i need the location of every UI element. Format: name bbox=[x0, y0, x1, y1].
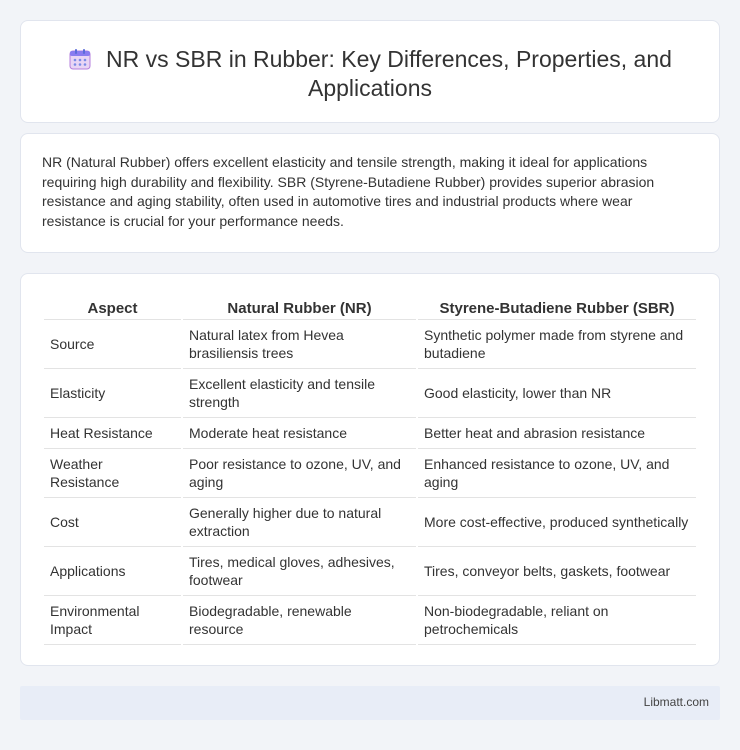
table-row bbox=[44, 369, 696, 418]
cell-aspect: Weather Resistance bbox=[44, 449, 181, 498]
table-header-row bbox=[44, 295, 696, 320]
table-row bbox=[44, 596, 696, 645]
cell-aspect: Environmental Impact bbox=[44, 596, 181, 645]
cell-nr: Generally higher due to natural extraction bbox=[183, 498, 416, 547]
cell-nr: Tires, medical gloves, adhesives, footwear bbox=[183, 547, 416, 596]
cell-sbr: Good elasticity, lower than NR bbox=[418, 369, 696, 418]
cell-aspect: Applications bbox=[44, 547, 181, 596]
cell-nr: Poor resistance to ozone, UV, and aging bbox=[183, 449, 416, 498]
cell-sbr: Non-biodegradable, reliant on petrochemicals bbox=[418, 596, 696, 645]
header-aspect: Aspect bbox=[44, 295, 181, 320]
cell-sbr: More cost-effective, produced synthetically bbox=[418, 498, 696, 547]
cell-nr: Excellent elasticity and tensile strength bbox=[183, 369, 416, 418]
cell-aspect: Heat Resistance bbox=[44, 418, 181, 449]
summary-text: NR (Natural Rubber) offers excellent elasticity and tensile strength, making it ideal for applications requiring high durability and flexibility. SBR (Styrene-Butadiene Rubber) provides superior abrasion resistance and aging stability, often used in automotive tires and industrial products where wear resistance is crucial for your performance needs. bbox=[42, 154, 655, 229]
page-title: NR vs SBR in Rubber: Key Differences, Properties, and Applications bbox=[106, 46, 672, 101]
cell-aspect: Elasticity bbox=[44, 369, 181, 418]
cell-aspect: Cost bbox=[44, 498, 181, 547]
table-row bbox=[44, 418, 696, 449]
table-row bbox=[44, 320, 696, 369]
calendar-icon bbox=[68, 47, 92, 71]
cell-nr: Moderate heat resistance bbox=[183, 418, 416, 449]
cell-sbr: Synthetic polymer made from styrene and butadiene bbox=[418, 320, 696, 369]
header-sbr: Styrene-Butadiene Rubber (SBR) bbox=[418, 295, 696, 320]
cell-sbr: Tires, conveyor belts, gaskets, footwear bbox=[418, 547, 696, 596]
table-row bbox=[44, 449, 696, 498]
table-row bbox=[44, 547, 696, 596]
header-nr: Natural Rubber (NR) bbox=[183, 295, 416, 320]
cell-aspect: Source bbox=[44, 320, 181, 369]
footer-bar bbox=[20, 686, 720, 720]
footer-brand: Libmatt.com bbox=[643, 695, 709, 709]
title-wrap bbox=[21, 45, 719, 103]
comparison-table bbox=[42, 295, 698, 645]
cell-sbr: Enhanced resistance to ozone, UV, and aging bbox=[418, 449, 696, 498]
comparison-card bbox=[20, 273, 720, 666]
title-card bbox=[20, 20, 720, 123]
cell-nr: Natural latex from Hevea brasiliensis trees bbox=[183, 320, 416, 369]
cell-sbr: Better heat and abrasion resistance bbox=[418, 418, 696, 449]
table-row bbox=[44, 498, 696, 547]
summary-card bbox=[20, 133, 720, 253]
cell-nr: Biodegradable, renewable resource bbox=[183, 596, 416, 645]
